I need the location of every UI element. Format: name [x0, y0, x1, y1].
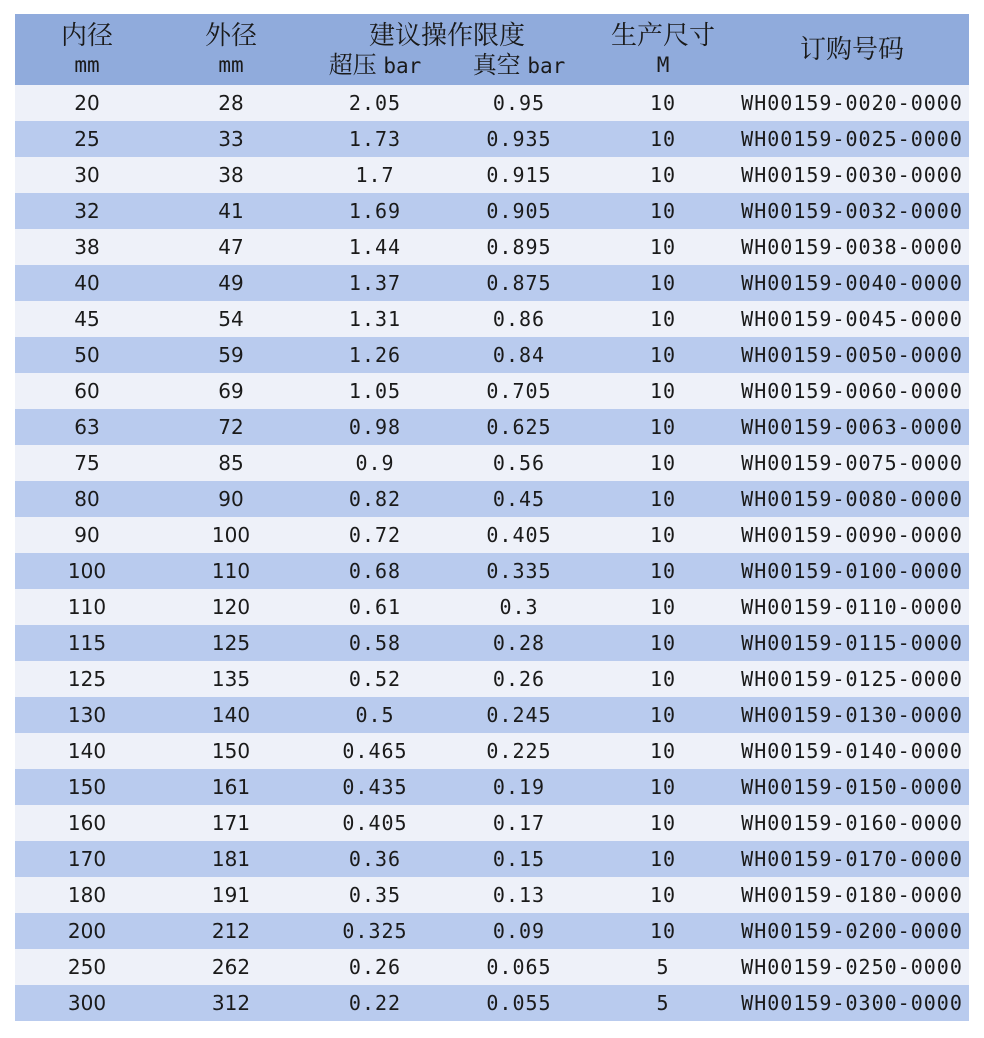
outer-diameter-cell: 262	[159, 949, 303, 985]
inner-diameter-cell: 60	[15, 373, 159, 409]
pressure-cell: 0.5	[303, 697, 447, 733]
vacuum-cell: 0.895	[447, 229, 591, 265]
outer-diameter-cell: 47	[159, 229, 303, 265]
table-row	[15, 193, 969, 229]
header-pressure-label: 超压	[328, 51, 377, 79]
order-code-cell: WH00159-0160-0000	[735, 805, 969, 841]
order-code-cell: WH00159-0110-0000	[735, 589, 969, 625]
header-pressure	[303, 51, 447, 85]
table-row	[15, 841, 969, 877]
outer-diameter-cell: 41	[159, 193, 303, 229]
outer-diameter-cell: 150	[159, 733, 303, 769]
table-row	[15, 985, 969, 1021]
vacuum-cell: 0.915	[447, 157, 591, 193]
table-row	[15, 589, 969, 625]
outer-diameter-cell: 312	[159, 985, 303, 1021]
outer-diameter-cell: 181	[159, 841, 303, 877]
length-cell: 10	[591, 697, 735, 733]
pressure-cell: 1.31	[303, 301, 447, 337]
order-code-cell: WH00159-0040-0000	[735, 265, 969, 301]
header-vacuum-unit: bar	[527, 54, 566, 78]
order-code-cell: WH00159-0115-0000	[735, 625, 969, 661]
inner-diameter-cell: 20	[15, 85, 159, 121]
table-row	[15, 733, 969, 769]
length-cell: 10	[591, 373, 735, 409]
table-body	[15, 85, 969, 1021]
inner-diameter-cell: 250	[15, 949, 159, 985]
vacuum-cell: 0.17	[447, 805, 591, 841]
vacuum-cell: 0.15	[447, 841, 591, 877]
vacuum-cell: 0.95	[447, 85, 591, 121]
header-production-length: 生产尺寸	[591, 14, 735, 51]
length-cell: 10	[591, 121, 735, 157]
order-code-cell: WH00159-0090-0000	[735, 517, 969, 553]
vacuum-cell: 0.84	[447, 337, 591, 373]
order-code-cell: WH00159-0140-0000	[735, 733, 969, 769]
vacuum-cell: 0.19	[447, 769, 591, 805]
table-row	[15, 553, 969, 589]
table-row	[15, 121, 969, 157]
table-row	[15, 85, 969, 121]
table-row	[15, 445, 969, 481]
pressure-cell: 0.9	[303, 445, 447, 481]
outer-diameter-cell: 100	[159, 517, 303, 553]
vacuum-cell: 0.935	[447, 121, 591, 157]
inner-diameter-cell: 75	[15, 445, 159, 481]
inner-diameter-cell: 30	[15, 157, 159, 193]
header-pressure-unit: bar	[383, 54, 422, 78]
inner-diameter-cell: 45	[15, 301, 159, 337]
outer-diameter-cell: 171	[159, 805, 303, 841]
pressure-cell: 0.325	[303, 913, 447, 949]
vacuum-cell: 0.405	[447, 517, 591, 553]
inner-diameter-cell: 125	[15, 661, 159, 697]
pressure-cell: 0.68	[303, 553, 447, 589]
inner-diameter-cell: 90	[15, 517, 159, 553]
outer-diameter-cell: 120	[159, 589, 303, 625]
vacuum-cell: 0.225	[447, 733, 591, 769]
vacuum-cell: 0.28	[447, 625, 591, 661]
vacuum-cell: 0.56	[447, 445, 591, 481]
inner-diameter-cell: 40	[15, 265, 159, 301]
inner-diameter-cell: 25	[15, 121, 159, 157]
pressure-cell: 0.82	[303, 481, 447, 517]
inner-diameter-cell: 110	[15, 589, 159, 625]
order-code-cell: WH00159-0125-0000	[735, 661, 969, 697]
pressure-cell: 0.465	[303, 733, 447, 769]
table-row	[15, 697, 969, 733]
length-cell: 10	[591, 193, 735, 229]
table-row	[15, 301, 969, 337]
inner-diameter-cell: 80	[15, 481, 159, 517]
outer-diameter-cell: 69	[159, 373, 303, 409]
table-row	[15, 769, 969, 805]
spec-table-container	[15, 14, 969, 1021]
order-code-cell: WH00159-0250-0000	[735, 949, 969, 985]
length-cell: 10	[591, 301, 735, 337]
pressure-cell: 1.7	[303, 157, 447, 193]
order-code-cell: WH00159-0130-0000	[735, 697, 969, 733]
length-cell: 10	[591, 445, 735, 481]
length-cell: 10	[591, 913, 735, 949]
pressure-cell: 0.72	[303, 517, 447, 553]
order-code-cell: WH00159-0180-0000	[735, 877, 969, 913]
pressure-cell: 1.05	[303, 373, 447, 409]
length-cell: 10	[591, 877, 735, 913]
order-code-cell: WH00159-0025-0000	[735, 121, 969, 157]
header-vacuum	[447, 51, 591, 85]
length-cell: 10	[591, 481, 735, 517]
vacuum-cell: 0.055	[447, 985, 591, 1021]
table-row	[15, 337, 969, 373]
vacuum-cell: 0.335	[447, 553, 591, 589]
inner-diameter-cell: 38	[15, 229, 159, 265]
table-row	[15, 625, 969, 661]
pressure-cell: 0.58	[303, 625, 447, 661]
pressure-cell: 0.52	[303, 661, 447, 697]
order-code-cell: WH00159-0020-0000	[735, 85, 969, 121]
length-cell: 5	[591, 985, 735, 1021]
inner-diameter-cell: 100	[15, 553, 159, 589]
length-cell: 10	[591, 409, 735, 445]
outer-diameter-cell: 72	[159, 409, 303, 445]
order-code-cell: WH00159-0038-0000	[735, 229, 969, 265]
vacuum-cell: 0.625	[447, 409, 591, 445]
pressure-cell: 0.98	[303, 409, 447, 445]
order-code-cell: WH00159-0200-0000	[735, 913, 969, 949]
length-cell: 10	[591, 769, 735, 805]
length-cell: 10	[591, 733, 735, 769]
table-header	[15, 14, 969, 85]
vacuum-cell: 0.245	[447, 697, 591, 733]
vacuum-cell: 0.065	[447, 949, 591, 985]
pressure-cell: 1.73	[303, 121, 447, 157]
order-code-cell: WH00159-0100-0000	[735, 553, 969, 589]
header-length-unit: M	[591, 51, 735, 85]
header-outer-unit: mm	[159, 51, 303, 85]
order-code-cell: WH00159-0030-0000	[735, 157, 969, 193]
order-code-cell: WH00159-0300-0000	[735, 985, 969, 1021]
outer-diameter-cell: 125	[159, 625, 303, 661]
inner-diameter-cell: 160	[15, 805, 159, 841]
vacuum-cell: 0.26	[447, 661, 591, 697]
header-inner-unit: mm	[15, 51, 159, 85]
inner-diameter-cell: 300	[15, 985, 159, 1021]
inner-diameter-cell: 115	[15, 625, 159, 661]
inner-diameter-cell: 32	[15, 193, 159, 229]
order-code-cell: WH00159-0075-0000	[735, 445, 969, 481]
outer-diameter-cell: 28	[159, 85, 303, 121]
table-row	[15, 661, 969, 697]
vacuum-cell: 0.3	[447, 589, 591, 625]
inner-diameter-cell: 200	[15, 913, 159, 949]
pressure-cell: 1.26	[303, 337, 447, 373]
table-row	[15, 877, 969, 913]
order-code-cell: WH00159-0063-0000	[735, 409, 969, 445]
outer-diameter-cell: 212	[159, 913, 303, 949]
pressure-cell: 0.35	[303, 877, 447, 913]
order-code-cell: WH00159-0050-0000	[735, 337, 969, 373]
outer-diameter-cell: 38	[159, 157, 303, 193]
vacuum-cell: 0.86	[447, 301, 591, 337]
table-row	[15, 229, 969, 265]
length-cell: 10	[591, 85, 735, 121]
outer-diameter-cell: 161	[159, 769, 303, 805]
length-cell: 10	[591, 805, 735, 841]
table-row	[15, 409, 969, 445]
length-cell: 10	[591, 661, 735, 697]
order-code-cell: WH00159-0032-0000	[735, 193, 969, 229]
pressure-cell: 0.26	[303, 949, 447, 985]
vacuum-cell: 0.09	[447, 913, 591, 949]
outer-diameter-cell: 85	[159, 445, 303, 481]
table-row	[15, 517, 969, 553]
order-code-cell: WH00159-0060-0000	[735, 373, 969, 409]
length-cell: 10	[591, 589, 735, 625]
length-cell: 10	[591, 337, 735, 373]
pressure-cell: 1.37	[303, 265, 447, 301]
header-outer-diameter: 外径	[159, 14, 303, 51]
pressure-cell: 0.61	[303, 589, 447, 625]
outer-diameter-cell: 49	[159, 265, 303, 301]
order-code-cell: WH00159-0170-0000	[735, 841, 969, 877]
pressure-cell: 2.05	[303, 85, 447, 121]
vacuum-cell: 0.705	[447, 373, 591, 409]
vacuum-cell: 0.905	[447, 193, 591, 229]
pressure-cell: 0.435	[303, 769, 447, 805]
pressure-cell: 0.405	[303, 805, 447, 841]
outer-diameter-cell: 191	[159, 877, 303, 913]
length-cell: 10	[591, 625, 735, 661]
inner-diameter-cell: 180	[15, 877, 159, 913]
length-cell: 10	[591, 265, 735, 301]
inner-diameter-cell: 170	[15, 841, 159, 877]
outer-diameter-cell: 135	[159, 661, 303, 697]
table-row	[15, 913, 969, 949]
table-row	[15, 805, 969, 841]
inner-diameter-cell: 50	[15, 337, 159, 373]
length-cell: 5	[591, 949, 735, 985]
length-cell: 10	[591, 841, 735, 877]
pressure-cell: 1.44	[303, 229, 447, 265]
inner-diameter-cell: 150	[15, 769, 159, 805]
length-cell: 10	[591, 517, 735, 553]
outer-diameter-cell: 59	[159, 337, 303, 373]
outer-diameter-cell: 110	[159, 553, 303, 589]
order-code-cell: WH00159-0080-0000	[735, 481, 969, 517]
outer-diameter-cell: 33	[159, 121, 303, 157]
order-code-cell: WH00159-0150-0000	[735, 769, 969, 805]
outer-diameter-cell: 90	[159, 481, 303, 517]
length-cell: 10	[591, 553, 735, 589]
header-inner-diameter: 内径	[15, 14, 159, 51]
order-code-cell: WH00159-0045-0000	[735, 301, 969, 337]
table-row	[15, 265, 969, 301]
hose-spec-table	[15, 14, 969, 1021]
inner-diameter-cell: 130	[15, 697, 159, 733]
header-operating-limits: 建议操作限度	[303, 14, 591, 51]
header-vacuum-label: 真空	[472, 51, 521, 79]
table-row	[15, 157, 969, 193]
outer-diameter-cell: 54	[159, 301, 303, 337]
table-row	[15, 481, 969, 517]
pressure-cell: 0.22	[303, 985, 447, 1021]
table-row	[15, 949, 969, 985]
pressure-cell: 0.36	[303, 841, 447, 877]
outer-diameter-cell: 140	[159, 697, 303, 733]
vacuum-cell: 0.45	[447, 481, 591, 517]
vacuum-cell: 0.875	[447, 265, 591, 301]
table-row	[15, 373, 969, 409]
length-cell: 10	[591, 229, 735, 265]
header-order-code: 订购号码	[735, 14, 969, 85]
inner-diameter-cell: 140	[15, 733, 159, 769]
length-cell: 10	[591, 157, 735, 193]
vacuum-cell: 0.13	[447, 877, 591, 913]
inner-diameter-cell: 63	[15, 409, 159, 445]
pressure-cell: 1.69	[303, 193, 447, 229]
